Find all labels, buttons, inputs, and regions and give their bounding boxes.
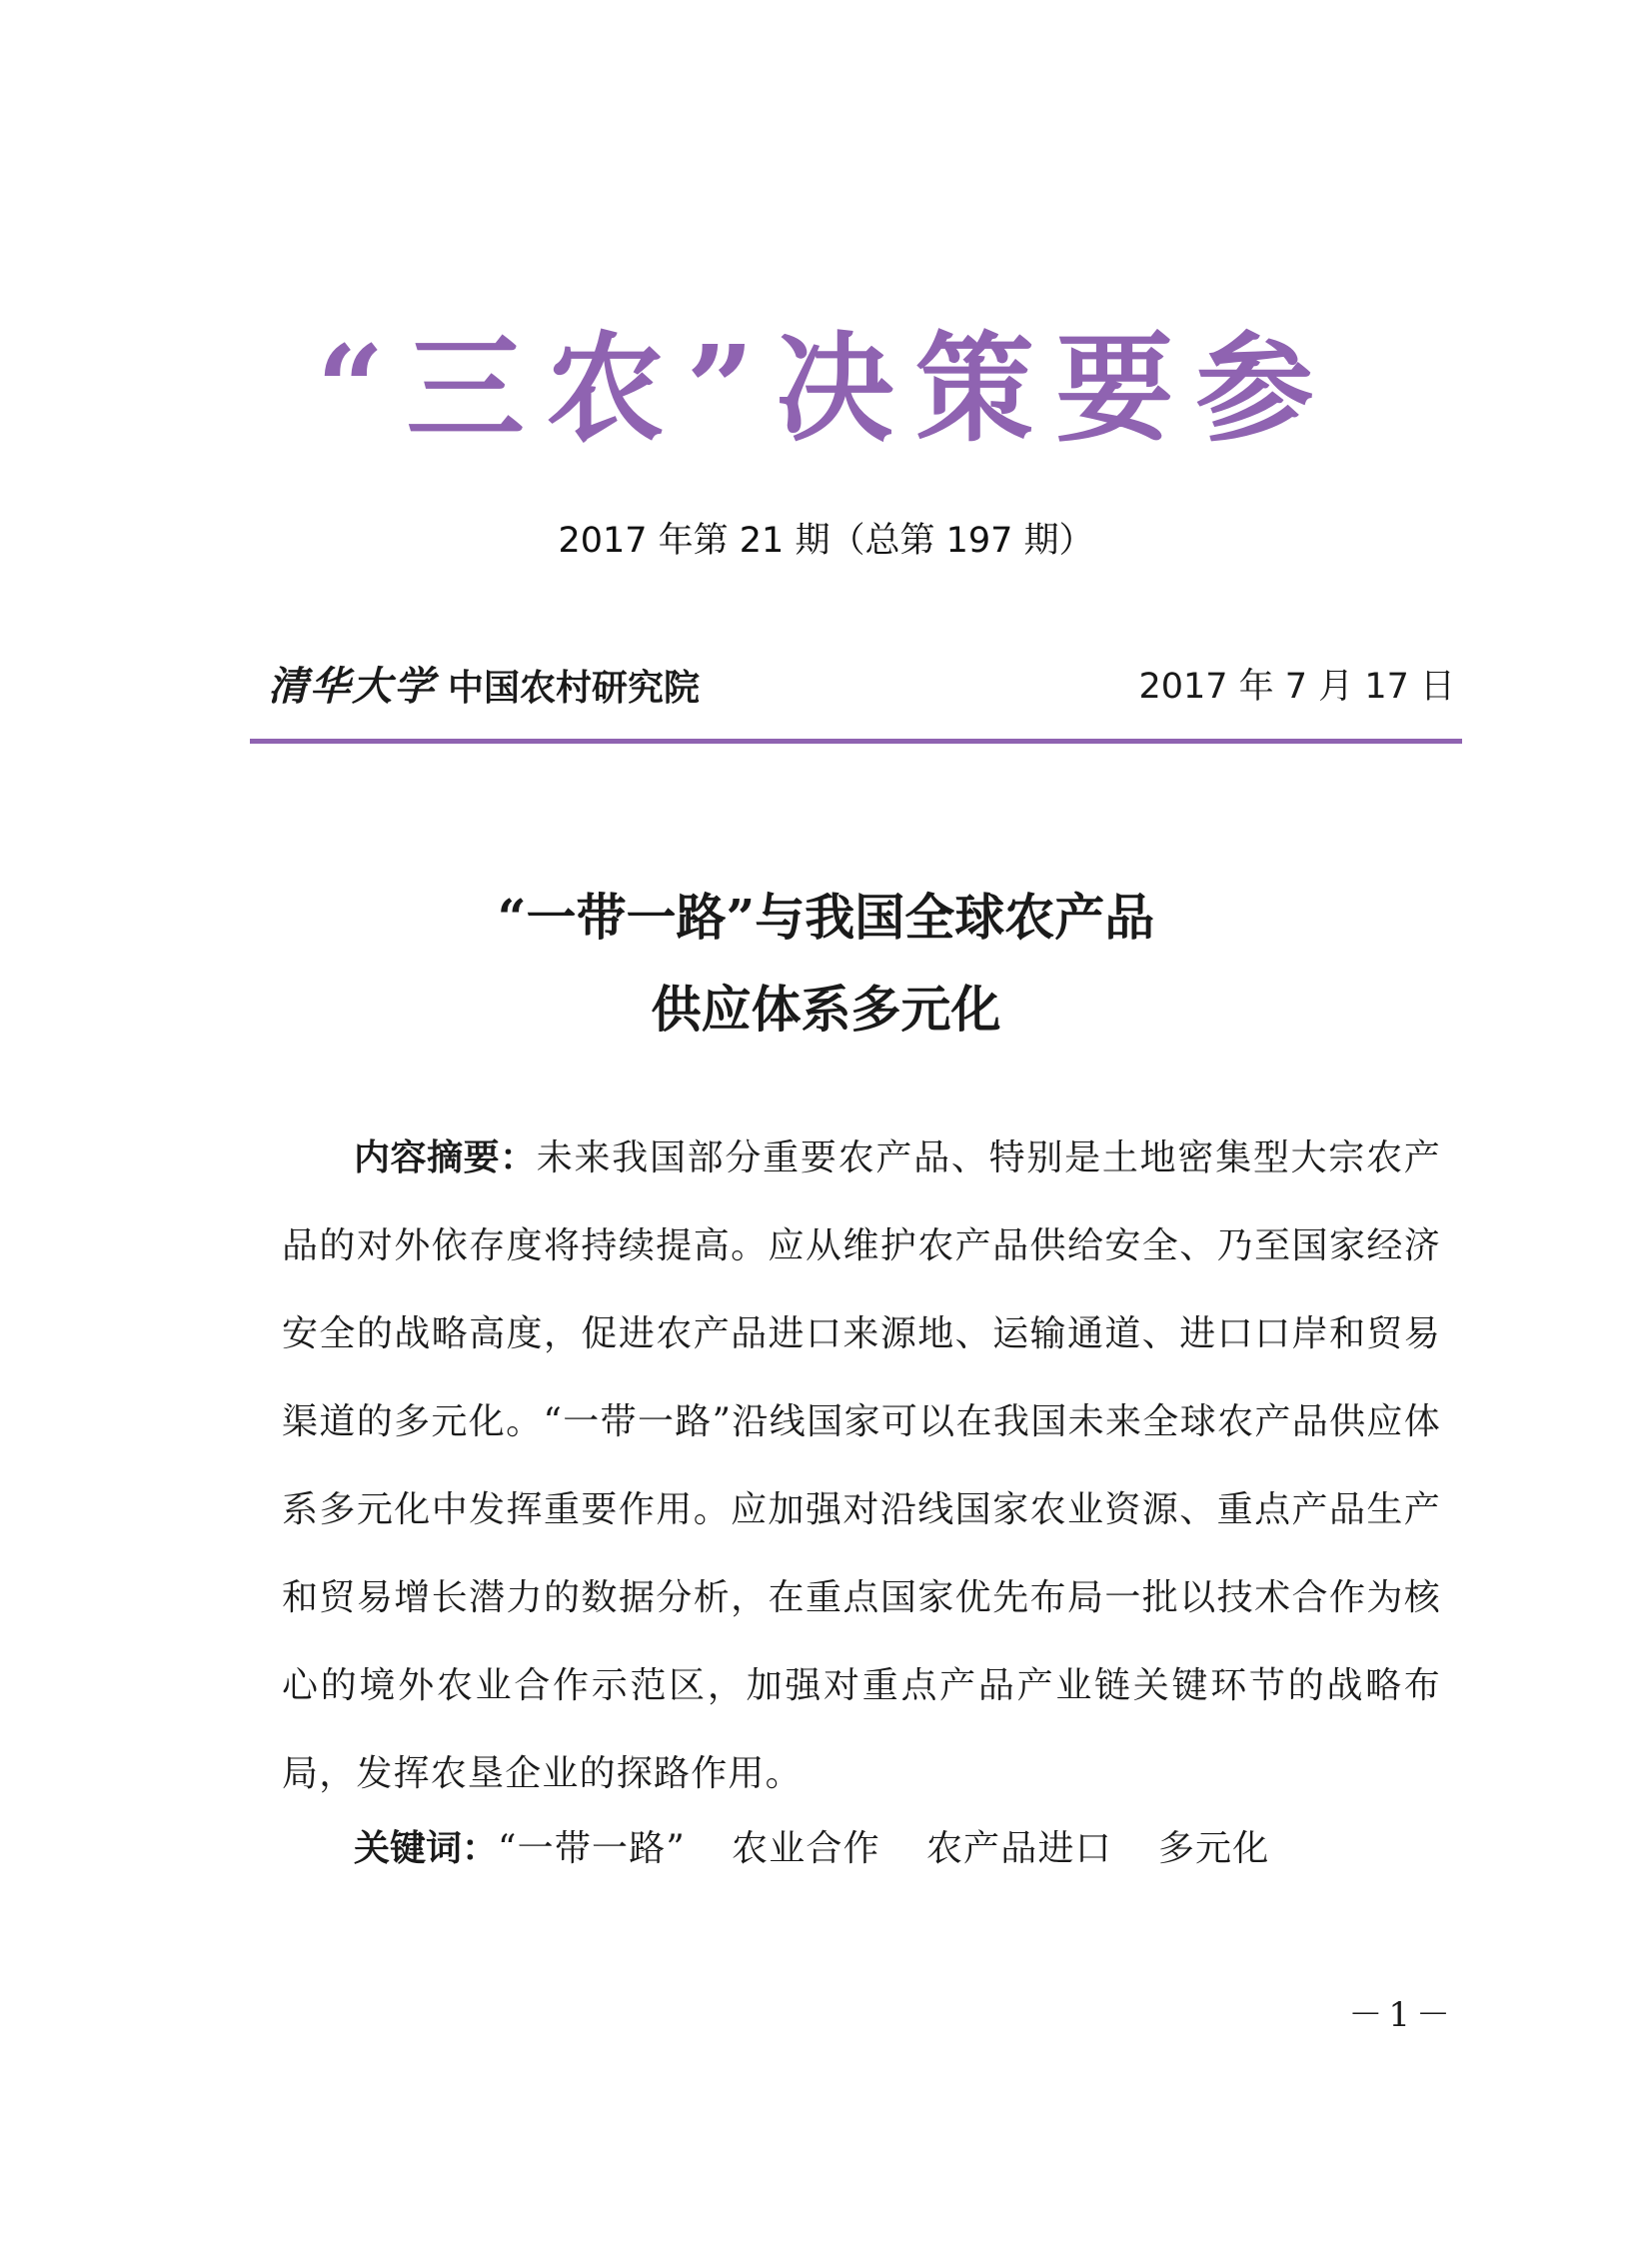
organization [268, 662, 700, 713]
abstract-text: 未来我国部分重要农产品、特别是土地密集型大宗农产品的对外依存度将持续提高。应从维护农产品供给安全、乃至国家经济安全的战略高度，促进农产品进口来源地、运输通道、进口口岸和贸易渠道的多元化。“一带一路”沿线国家可以在我国未来全球农产品供应体系多元化中发挥重要作用。应加强对沿线国家农业资源、重点产品生产和贸易增长潜力的数据分析，在重点国家优先布局一批以技术合作为核心的境外农业合作示范区，加强对重点产品产业链关键环节的战略布局，发挥农垦企业的探路作用。 [282, 1137, 1441, 1794]
keyword-item: 多元化 [1157, 1828, 1270, 1869]
masthead-title: “三农”决策要参 [316, 319, 1336, 458]
keyword-item: 农产品进口 [925, 1828, 1112, 1869]
publication-date: 2017 年 7 月 17 日 [1138, 667, 1455, 707]
keyword-item: “一带一路” [498, 1828, 687, 1869]
header-divider [250, 739, 1462, 744]
abstract-label: 内容摘要： [354, 1137, 537, 1178]
keywords [282, 1805, 1441, 1893]
keyword-item: 农业合作 [732, 1828, 880, 1869]
title-line-2: 供应体系多元化 [651, 980, 1001, 1039]
abstract-paragraph [282, 1115, 1441, 1818]
keywords-label: 关键词： [354, 1828, 499, 1869]
page-number: －1－ [1348, 1995, 1456, 2035]
issue-line: 2017 年第 21 期（总第 197 期） [558, 521, 1094, 561]
institute-name: 中国农村研究院 [448, 667, 701, 709]
article-title [0, 872, 1652, 1056]
university-logo-text: 清华大学 [268, 663, 436, 710]
header-row [268, 662, 1455, 712]
abstract [282, 1115, 1441, 1818]
title-line-1: “一带一路”与我国全球农产品 [497, 888, 1155, 947]
